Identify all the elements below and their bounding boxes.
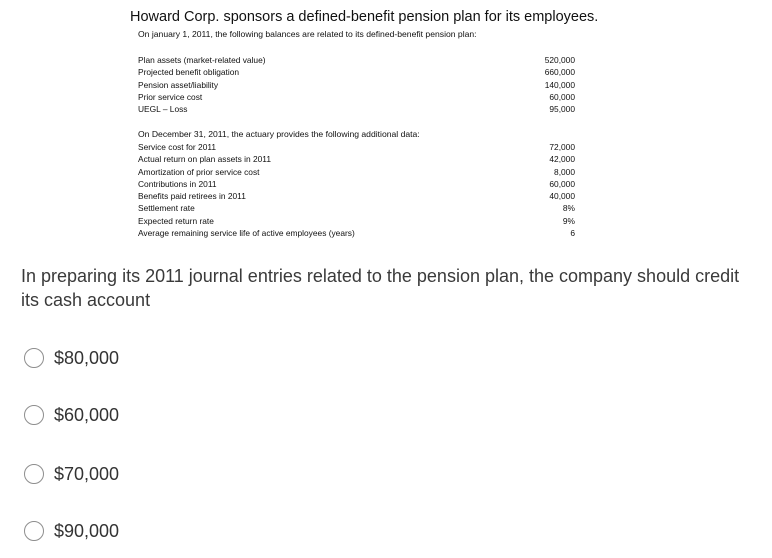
row-label: Pension asset/liability <box>138 79 219 90</box>
answer-option[interactable] <box>24 461 119 487</box>
row-value: 40,000 <box>549 191 575 202</box>
row-label: UEGL – Loss <box>138 104 188 115</box>
additional-intro: On December 31, 2011, the actuary provides the following additional data: <box>138 129 420 139</box>
row-label: Prior service cost <box>138 91 203 102</box>
row-label: Projected benefit obligation <box>138 67 240 78</box>
row-label: Plan assets (market-related value) <box>138 55 266 65</box>
row-value: 42,000 <box>549 154 575 165</box>
row-value: 72,000 <box>549 142 575 152</box>
option-label: $70,000 <box>54 463 120 484</box>
problem-image <box>118 0 598 250</box>
table-row <box>138 190 575 202</box>
row-label: Service cost for 2011 <box>138 142 217 152</box>
row-label: Actual return on plan assets in 2011 <box>138 154 271 165</box>
radio-button[interactable] <box>24 521 44 541</box>
option-label: $60,000 <box>54 404 120 425</box>
row-value: 60,000 <box>549 178 575 189</box>
row-label: Amortization of prior service cost <box>138 166 260 177</box>
row-value: 520,000 <box>544 55 575 65</box>
row-label: Contributions in 2011 <box>138 178 217 189</box>
option-label: $80,000 <box>54 347 120 368</box>
table-row <box>138 91 575 103</box>
table-row <box>138 66 575 78</box>
balances-table <box>138 54 575 115</box>
table-row <box>138 178 575 190</box>
answer-option[interactable] <box>24 518 119 544</box>
table-row <box>138 79 575 91</box>
radio-button[interactable] <box>24 348 44 368</box>
row-value: 9% <box>562 215 575 226</box>
balances-intro: On january 1, 2011, the following balances are related to its defined-benefit pension plan: <box>138 29 477 39</box>
row-value: 8,000 <box>554 166 575 177</box>
option-label: $90,000 <box>54 520 120 541</box>
row-value: 60,000 <box>549 91 575 102</box>
answer-option[interactable] <box>24 345 119 371</box>
table-row <box>138 227 575 239</box>
table-row <box>138 54 575 66</box>
row-value: 660,000 <box>544 67 575 78</box>
table-row <box>138 166 575 178</box>
answer-option[interactable] <box>24 402 119 428</box>
table-row <box>138 153 575 165</box>
question-text: In preparing its 2011 journal entries related to the pension plan, the company should credit its cash account <box>21 266 740 310</box>
table-row <box>138 141 575 153</box>
table-row <box>138 103 575 115</box>
row-label: Expected return rate <box>138 215 214 226</box>
row-value: 6 <box>570 228 575 239</box>
table-row <box>138 215 575 227</box>
radio-button[interactable] <box>24 464 44 484</box>
row-label: Average remaining service life of active employees (years) <box>138 228 355 239</box>
row-value: 8% <box>562 203 575 214</box>
additional-table <box>138 141 575 239</box>
row-value: 140,000 <box>544 79 575 90</box>
row-label: Benefits paid retirees in 2011 <box>138 191 246 202</box>
row-label: Settlement rate <box>138 203 195 214</box>
radio-button[interactable] <box>24 405 44 425</box>
problem-heading: Howard Corp. sponsors a defined-benefit pension plan for its employees. <box>130 9 599 25</box>
table-row <box>138 202 575 214</box>
row-value: 95,000 <box>549 104 575 115</box>
